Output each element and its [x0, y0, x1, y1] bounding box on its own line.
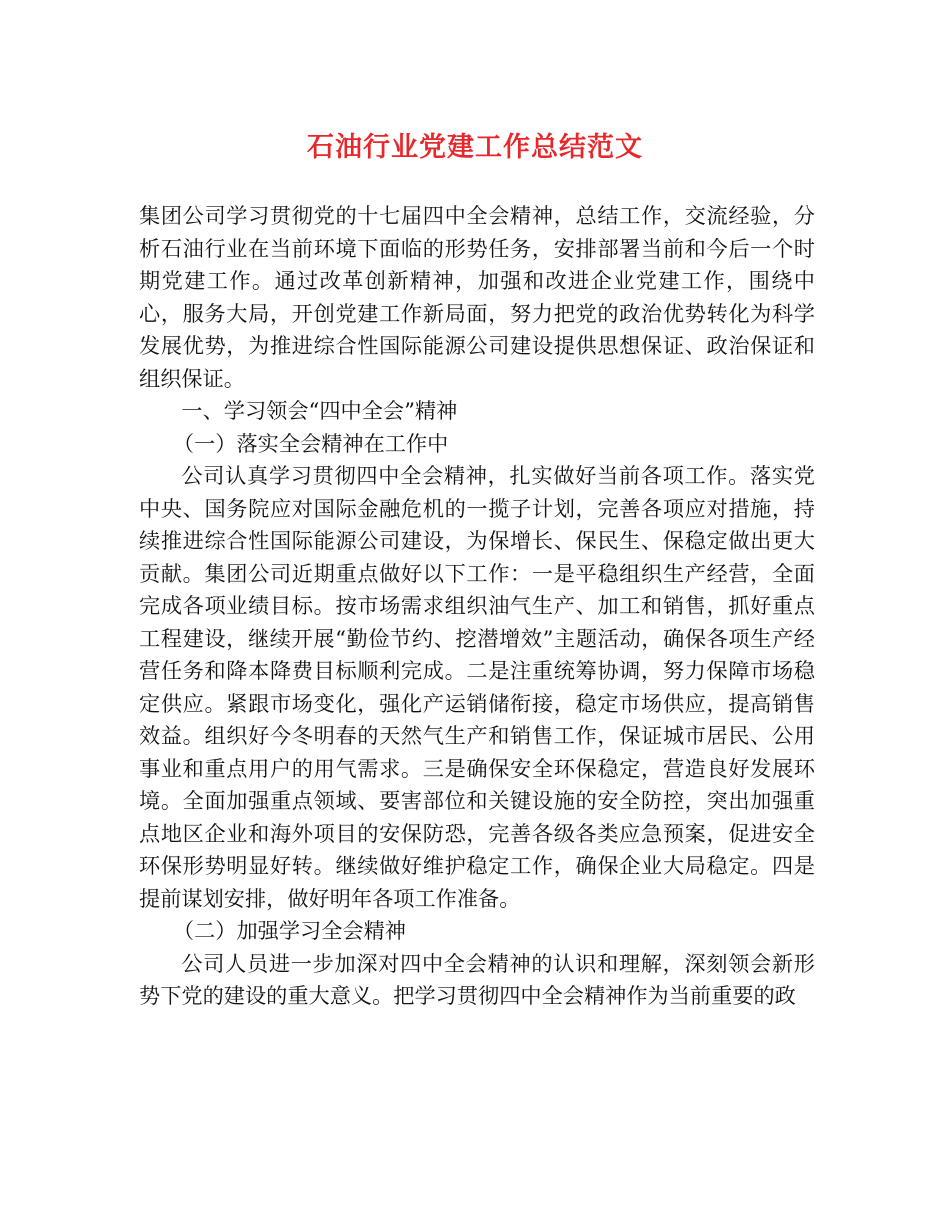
- document-title: 石油行业党建工作总结范文: [307, 132, 643, 163]
- body-paragraph: 公司认真学习贯彻四中全会精神，扎实做好当前各项工作。落实党中央、国务院应对国际金融危机的一揽子计划，完善各项应对措施，持续推进综合性国际能源公司建设，为保增长、保民生、保稳定做出更大贡献。集团公司近期重点做好以下工作：一是平稳组织生产经营，全面完成各项业绩目标。按市场需求组织油气生产、加工和销售，抓好重点工程建设，继续开展“勤俭节约、挖潜增效”主题活动，确保各项生产经营任务和降本降费目标顺利完成。二是注重统筹协调，努力保障市场稳定供应。紧跟市场变化，强化产运销储衔接，稳定市场供应，提高销售效益。组织好今冬明春的天然气生产和销售工作，保证城市居民、公用事业和重点用户的用气需求。三是确保安全环保稳定，营造良好发展环境。全面加强重点领域、要害部位和关键设施的安全防控，突出加强重点地区企业和海外项目的安保防恐，完善各级各类应急预案，促进安全环保形势明显好转。继续做好维护稳定工作，确保企业大局稳定。四是提前谋划安排，做好明年各项工作准备。: [139, 463, 815, 911]
- subsection-heading-1: （一）落实全会精神在工作中: [172, 430, 449, 456]
- intro-paragraph: 集团公司学习贯彻党的十七届四中全会精神，总结工作，交流经验，分析石油行业在当前环境下面临的形势任务，安排部署当前和今后一个时期党建工作。通过改革创新精神，加强和改进企业党建工作，围绕中心，服务大局，开创党建工作新局面，努力把党的政治优势转化为科学发展优势，为推进综合性国际能源公司建设提供思想保证、政治保证和组织保证。: [139, 203, 815, 391]
- subsection-heading-2: （二）加强学习全会精神: [172, 918, 406, 943]
- section-heading-1: 一、学习领会“四中全会”精神: [181, 398, 458, 423]
- body-paragraph: 公司人员进一步加深对四中全会精神的认识和理解，深刻领会新形势下党的建设的重大意义。把学习贯彻四中全会精神作为当前重要的政: [139, 950, 815, 1008]
- document-body: [139, 200, 815, 1013]
